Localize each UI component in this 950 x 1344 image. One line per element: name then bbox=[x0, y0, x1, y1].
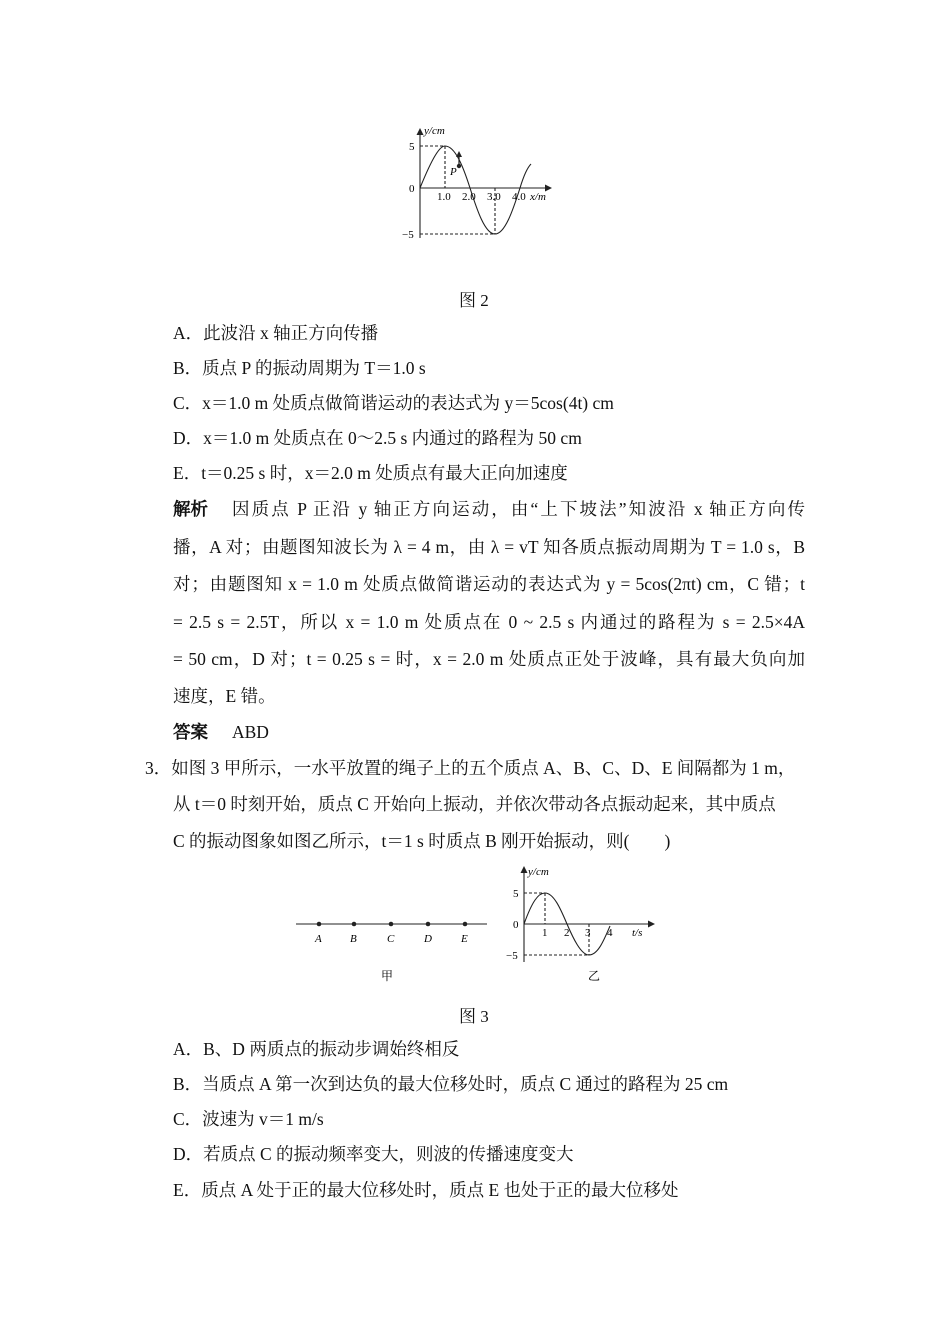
fig2-point-label: P bbox=[450, 166, 457, 178]
rope-point-b bbox=[352, 922, 357, 927]
figure-3-jia-rope bbox=[290, 905, 495, 985]
rope-label-b: B bbox=[350, 933, 357, 945]
fig-yi-xlabel: t/s bbox=[632, 927, 643, 939]
analysis-line-5: = 50 cm，D 对；t = 0.25 s = 时，x = 2.0 m 处质点正处于波峰，具有最大负向加 bbox=[173, 649, 805, 669]
q3-line-2: 从 t＝0 时刻开始，质点 C 开始向上振动，并依次带动各点振动起来，其中质点 bbox=[173, 794, 776, 814]
figure-2-caption: 图 2 bbox=[459, 291, 489, 310]
rope-label-d: D bbox=[424, 933, 432, 945]
point-p bbox=[457, 164, 461, 168]
analysis-line-2: 播，A 对；由题图知波长为 λ = 4 m，由 λ = vT 知各质点振动周期为 T = 1.0 s，B bbox=[173, 537, 805, 557]
fig2-ytick-pos: 5 bbox=[409, 141, 415, 153]
q3-option-d: D．若质点 C 的振动频率变大，则波的传播速度变大 bbox=[173, 1144, 574, 1164]
fig2-xtick-2: 2.0 bbox=[462, 191, 476, 203]
figure-3-yi-vibration-graph bbox=[500, 862, 665, 987]
rope-label-c: C bbox=[387, 933, 395, 945]
fig2-xtick-4: 4.0 bbox=[512, 191, 526, 203]
q3-option-c: C．波速为 v＝1 m/s bbox=[173, 1109, 324, 1129]
fig-yi-origin: 0 bbox=[513, 919, 519, 931]
wave-curve bbox=[420, 146, 531, 234]
analysis-line-1: 因质点 P 正沿 y 轴正方向运动，由“上下坡法”知波沿 x 轴正方向传 bbox=[232, 499, 805, 519]
q2-option-a: A．此波沿 x 轴正方向传播 bbox=[173, 323, 379, 343]
fig-yi-ytick-pos: 5 bbox=[513, 888, 519, 900]
fig-yi-xtick-1: 1 bbox=[542, 927, 548, 939]
answer-label: 答案 bbox=[173, 722, 208, 742]
fig2-origin: 0 bbox=[409, 183, 415, 195]
q3-option-a: A．B、D 两质点的振动步调始终相反 bbox=[173, 1039, 460, 1059]
q2-option-c: C．x＝1.0 m 处质点做简谐运动的表达式为 y＝5cos(4t) cm bbox=[173, 393, 614, 413]
fig2-xlabel: x/m bbox=[530, 191, 546, 203]
analysis-label: 解析 bbox=[173, 499, 208, 519]
fig-yi-xtick-3: 3 bbox=[585, 927, 591, 939]
rope-point-d bbox=[426, 922, 431, 927]
rope-point-c bbox=[389, 922, 394, 927]
rope-label-e: E bbox=[461, 933, 468, 945]
x-axis-arrow bbox=[545, 185, 552, 192]
fig-yi-ylabel: y/cm bbox=[528, 866, 549, 878]
q2-option-e: E．t＝0.25 s 时，x＝2.0 m 处质点有最大正向加速度 bbox=[173, 463, 568, 483]
rope-point-a bbox=[317, 922, 322, 927]
fig-yi-ytick-neg: −5 bbox=[506, 950, 518, 962]
fig2-xtick-1: 1.0 bbox=[437, 191, 451, 203]
answer-value: ABD bbox=[232, 722, 269, 742]
fig-yi-xtick-4: 4 bbox=[607, 927, 613, 939]
q3-option-b: B．当质点 A 第一次到达负的最大位移处时，质点 C 通过的路程为 25 cm bbox=[173, 1074, 729, 1094]
figure-3-caption: 图 3 bbox=[459, 1007, 489, 1026]
fig2-ylabel: y/cm bbox=[424, 125, 445, 137]
q2-option-b: B．质点 P 的振动周期为 T＝1.0 s bbox=[173, 358, 426, 378]
fig2-ytick-neg: −5 bbox=[402, 229, 414, 241]
analysis-line-3: 对；由题图知 x = 1.0 m 处质点做简谐运动的表达式为 y = 5cos(2πt) cm，C 错；t bbox=[173, 574, 805, 594]
q3-line-3: C 的振动图象如图乙所示，t＝1 s 时质点 B 刚开始振动，则( ) bbox=[173, 831, 671, 851]
analysis-line-4: = 2.5 s = 2.5T，所以 x = 1.0 m 处质点在 0 ~ 2.5 s 内通过的路程为 s = 2.5×4A bbox=[173, 612, 805, 632]
t-axis-arrow bbox=[648, 921, 655, 928]
rope-point-e bbox=[463, 922, 468, 927]
y-axis-arrow bbox=[417, 128, 424, 135]
fig-yi-xtick-2: 2 bbox=[564, 927, 570, 939]
rope-label-a: A bbox=[315, 933, 322, 945]
q3-line-1: 3．如图 3 甲所示，一水平放置的绳子上的五个质点 A、B、C、D、E 间隔都为 1 m， bbox=[145, 758, 796, 778]
fig2-xtick-3: 3.0 bbox=[487, 191, 501, 203]
analysis-line-6: 速度，E 错。 bbox=[173, 686, 276, 706]
q2-option-d: D．x＝1.0 m 处质点在 0～2.5 s 内通过的路程为 50 cm bbox=[173, 428, 582, 448]
figure-2-wave-graph bbox=[395, 118, 565, 258]
fig-yi-label: 乙 bbox=[588, 969, 601, 983]
fig-jia-label: 甲 bbox=[381, 969, 394, 983]
q3-option-e: E．质点 A 处于正的最大位移处时，质点 E 也处于正的最大位移处 bbox=[173, 1180, 679, 1200]
y-axis-yi-arrow bbox=[521, 866, 528, 873]
p-arrow-head bbox=[456, 151, 462, 157]
